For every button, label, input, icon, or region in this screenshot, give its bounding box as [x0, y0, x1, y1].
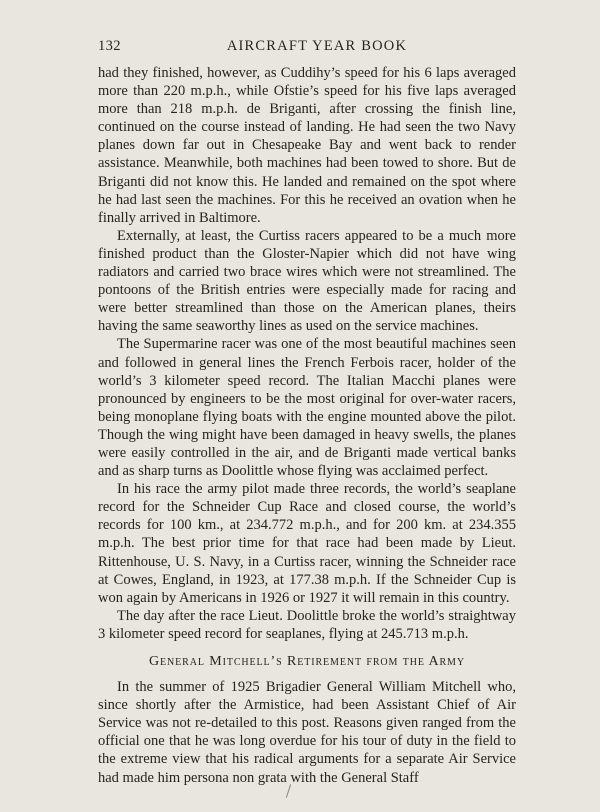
paragraph: Externally, at least, the Curtiss racers appeared to be a much more finished product than the Gloster-Napier which did not have wing radiators and carried two brace wires which were not streamlined. The pontoons of the British entries were especially made for racing and were better streamlined than those on the American planes, theirs having the same seaworthy lines as used on the service machines. — [98, 227, 516, 335]
running-head — [98, 38, 516, 58]
book-title: AIRCRAFT YEAR BOOK — [226, 38, 408, 54]
section-paragraph: In the summer of 1925 Brigadier General William Mitchell who, since shortly after the Armistice, had been Assistant Chief of Air Service was not re-detailed to this post. Reasons given ranged from the official one that he was long overdue for his tour of duty in the field to the extreme view that his radical arguments for a separate Air Service had made him persona non grata with the General Staff — [98, 679, 516, 786]
paragraph-continued: had they finished, however, as Cuddihy’s speed for his 6 laps averaged more than 220 m.p.h., while Ofstie’s speed for his five laps averaged more than 218 m.p.h. de Briganti, after crossing the finish line, continued on the course instead of landing. He had seen the two Navy planes down far out in Chesapeake Bay and went back to render assistance. Meanwhile, both machines had been towed to shore. But de Briganti did not know this. He landed and remained on the spot where he had last seen the machines. For this he received an ovation when he finally arrived in Baltimore. — [98, 65, 516, 226]
page-number: 132 — [98, 38, 121, 54]
body-text — [98, 64, 516, 787]
paragraph: The day after the race Lieut. Doolittle broke the world’s straightway 3 kilometer speed record for seaplanes, flying at 245.713 m.p.h. — [98, 607, 516, 642]
paragraph: In his race the army pilot made three records, the world’s seaplane record for the Schneider Cup Race and closed course, the world’s records for 100 km., at 234.772 m.p.h., and for 200 km. at 234.355 m.p.h. The best prior time for that race had been made by Lieut. Rittenhouse, U. S. Navy, in a Curtiss racer, winning the Schneider race at Cowes, England, in 1923, at 177.38 m.p.h. If the Schneider Cup is won again by Americans in 1926 or 1927 it will remain in this country. — [98, 481, 516, 606]
paragraph: The Supermarine racer was one of the most beautiful machines seen and followed in general lines the French Ferbois racer, holder of the world’s 3 kilometer speed record. The Italian Macchi planes were pronounced by engineers to be the most original for over-water racers, being monoplane flying boats with the engine mounted above the pilot. Though the wing might have been damaged in heavy swells, the planes were easily controlled in the air, and de Briganti made vertical banks and as sharp turns as Doolittle whose flying was acclaimed perfect. — [98, 336, 516, 480]
section-heading: General Mitchell’s Retirement from the Army — [149, 654, 465, 669]
